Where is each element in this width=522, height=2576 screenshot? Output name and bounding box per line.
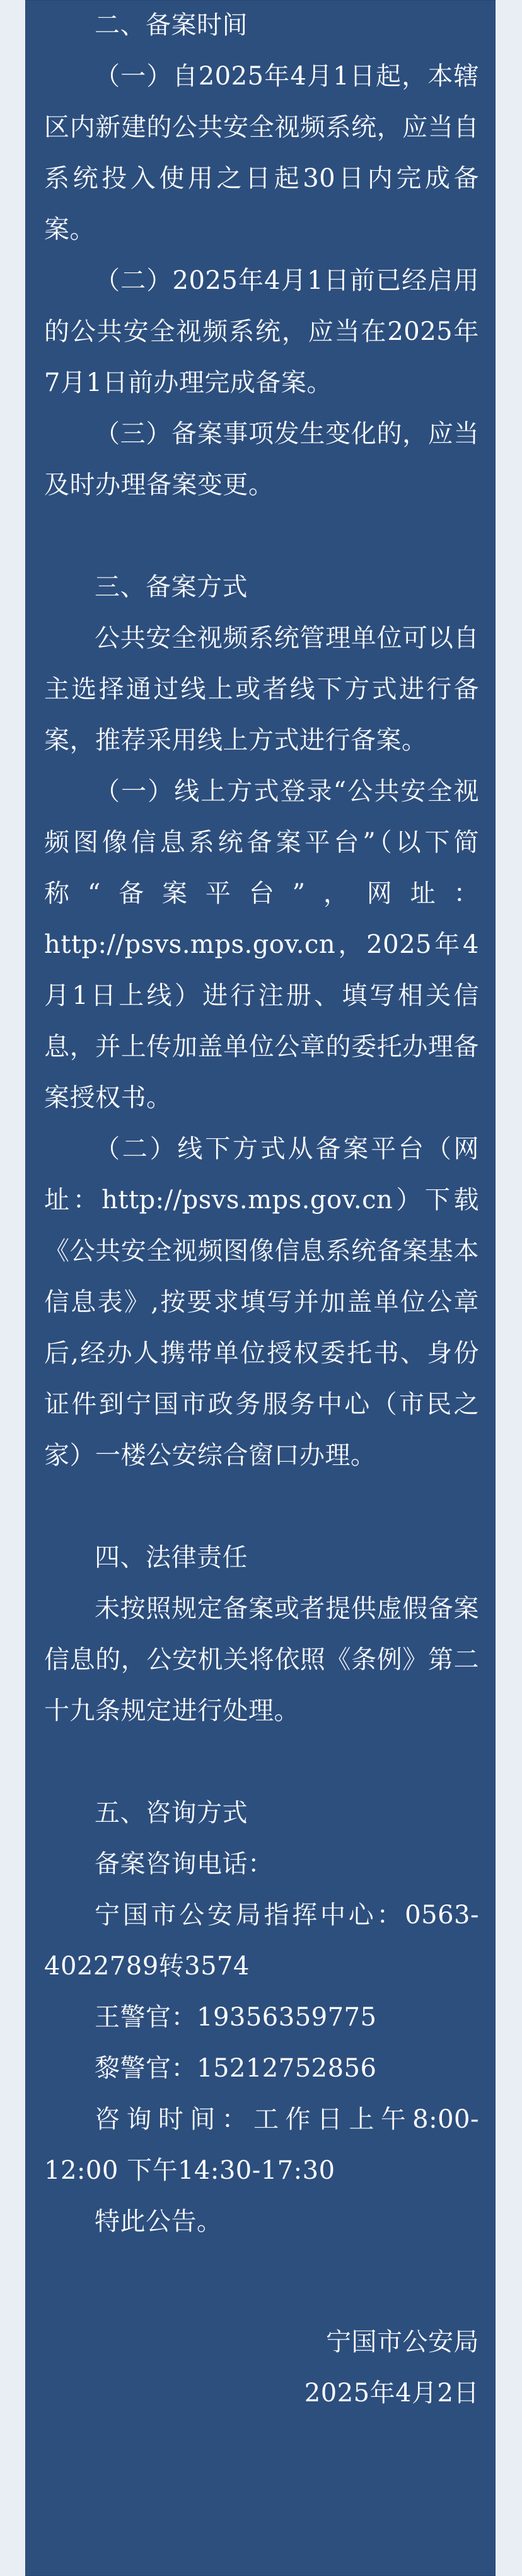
section-heading-time: 二、备案时间 [95, 11, 248, 40]
contact-command-center: 宁国市公安局指挥中心：0563-4022789转3574 [44, 1901, 479, 1981]
paragraph: （二）线下方式从备案平台（网址：http://psvs.mps.gov.cn）下载《公共安全视频图像信息系统备案基本信息表》,按要求填写并加盖单位公章后,经办人携带单位授权委托书、身份证件到宁国市政务服务中心（市民之家）一楼公安综合窗口办理。 [44, 1134, 479, 1470]
paragraph: （三）备案事项发生变化的，应当及时办理备案变更。 [44, 419, 479, 499]
closing-statement: 特此公告。 [95, 2207, 223, 2236]
paragraph: （二）2025年4月1日前已经启用的公共安全视频系统，应当在2025年7月1日前办理完成备案。 [44, 266, 479, 397]
spacer [44, 1481, 479, 1532]
section-heading-contact: 五、咨询方式 [95, 1798, 248, 1827]
paragraph: （一）线上方式登录“公共安全视频图像信息系统备案平台”（以下简称“备案平台”，网址：http://psvs.mps.gov.cn，2025年4月1日上线）进行注册、填写相关信息，并上传加盖单位公章的委托办理备案授权书。 [44, 777, 479, 1112]
spacer [44, 2247, 479, 2317]
contact-officer-wang: 王警官：19356359775 [95, 2003, 377, 2032]
contact-officer-li: 黎警官：15212752856 [95, 2054, 377, 2083]
paragraph: 备案咨询电话： [95, 1850, 274, 1879]
signature-org: 宁国市公安局 [326, 2328, 479, 2357]
section-heading-method: 三、备案方式 [95, 573, 248, 602]
signature-date: 2025年4月2日 [304, 2379, 479, 2408]
spacer [44, 511, 479, 562]
paragraph: 公共安全视频系统管理单位可以自主选择通过线上或者线下方式进行备案，推荐采用线上方式进行备案。 [44, 624, 479, 755]
paragraph: （一）自2025年4月1日起，本辖区内新建的公共安全视频系统，应当自系统投入使用之日起30日内完成备案。 [44, 62, 479, 244]
notice-body [44, 0, 479, 2419]
spacer [44, 1737, 479, 1788]
section-heading-liability: 四、法律责任 [95, 1543, 248, 1572]
contact-hours: 咨询时间：工作日上午8:00-12:00 下午14:30-17:30 [44, 2105, 479, 2185]
paragraph: 未按照规定备案或者提供虚假备案信息的，公安机关将依照《条例》第二十九条规定进行处理。 [44, 1594, 479, 1725]
